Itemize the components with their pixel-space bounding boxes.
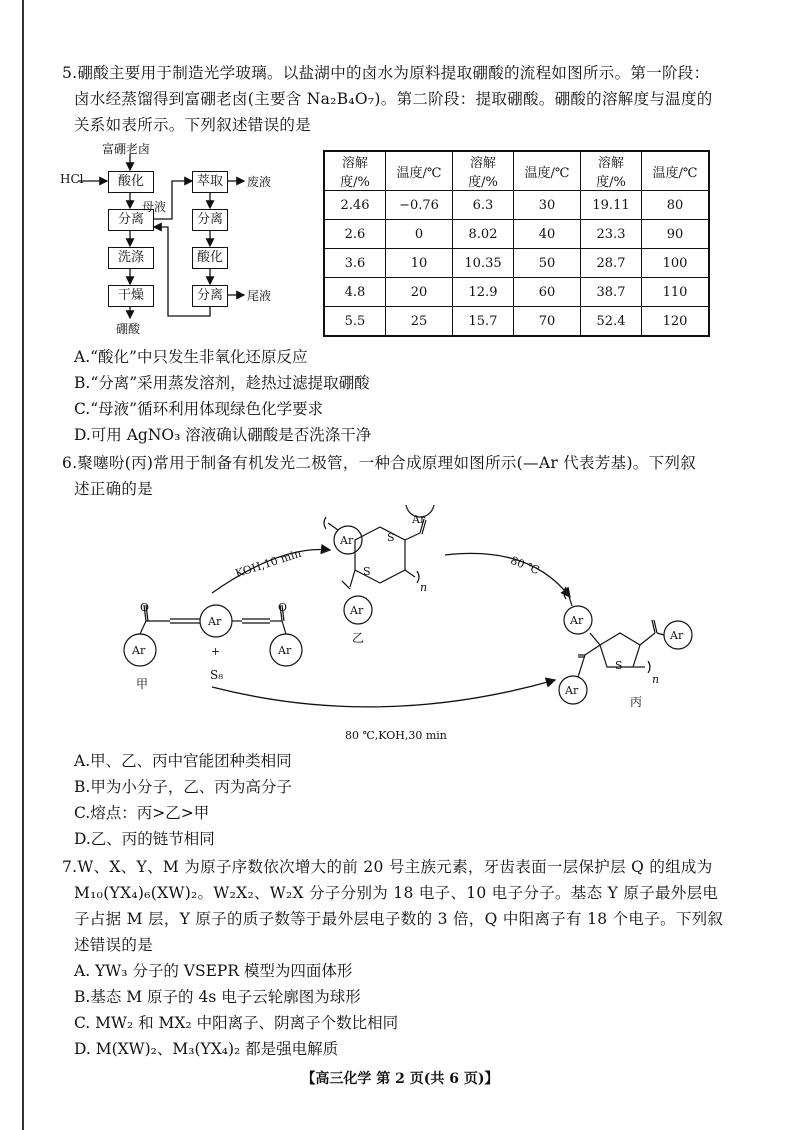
flow-box-acidify-2: 酸化: [192, 247, 228, 269]
table-header: 温度/℃: [386, 151, 453, 191]
flow-box-separate-3: 分离: [192, 285, 228, 307]
table-cell: 0: [386, 220, 453, 249]
ar-label: Ar: [350, 604, 364, 617]
table-row: [324, 307, 709, 337]
table-cell: 70: [514, 307, 581, 337]
q5-option-b: B.“分离”采用蒸发溶剂，趁热过滤提取硼酸: [74, 374, 370, 392]
flow-arrows: [60, 140, 310, 340]
ar-label: Ar: [565, 684, 579, 697]
reaction-structures: [100, 505, 720, 740]
q7-option-c: C. MW₂ 和 MX₂ 中阳离子、阴离子个数比相同: [74, 1014, 399, 1032]
table-cell: 15.7: [453, 307, 514, 337]
table-cell: 90: [642, 220, 710, 249]
table-row: [324, 249, 709, 278]
ar-label: Ar: [208, 615, 222, 628]
table-row: [324, 191, 709, 220]
flow-tail-label: 尾液: [247, 289, 272, 303]
flow-box-wash: 洗涤: [108, 247, 154, 269]
table-cell: −0.76: [386, 191, 453, 220]
table-cell: 4.8: [324, 278, 386, 307]
sulfur-label: S: [387, 531, 395, 544]
table-cell: 30: [514, 191, 581, 220]
table-cell: 3.6: [324, 249, 386, 278]
ar-label: Ar: [340, 534, 354, 547]
ar-label: Ar: [670, 629, 684, 642]
table-cell: 38.7: [581, 278, 642, 307]
table-header-row: [324, 151, 709, 191]
q5-option-d: D.可用 AgNO₃ 溶液确认硼酸是否洗涤干净: [74, 426, 372, 444]
table-row: [324, 220, 709, 249]
table-cell: 23.3: [581, 220, 642, 249]
q7-stem-line: M₁₀(YX₄)₆(XW)₂。W₂X₂、W₂X 分子分别为 18 电子、10 电子分子。基态 Y 原子最外层电: [74, 884, 719, 902]
condition-bottom: 80 ℃,KOH,30 min: [345, 729, 447, 742]
q6-stem-line: 述正确的是: [74, 480, 154, 498]
flow-mother-liquor-label: 母液: [142, 200, 167, 214]
oxygen-label: O: [278, 601, 288, 614]
q5-option-c: C.“母液”循环利用体现绿色化学要求: [74, 400, 324, 418]
compound-yi-label: 乙: [352, 631, 365, 645]
flow-box-acidify: 酸化: [108, 171, 154, 193]
table-header: 溶解度/%: [453, 151, 514, 191]
table-header: 温度/℃: [642, 151, 710, 191]
q7-stem-line: 述错误的是: [74, 936, 154, 954]
flow-hcl-label: HCl: [60, 172, 84, 186]
q7-option-a: A. YW₃ 分子的 VSEPR 模型为四面体形: [74, 962, 353, 980]
table-cell: 2.6: [324, 220, 386, 249]
q7-stem-line: 子占据 M 层，Y 原子的质子数等于最外层电子数的 3 倍，Q 中阳离子有 18 个电子。下列叙: [74, 910, 724, 928]
ar-label: Ar: [278, 644, 292, 657]
oxygen-label: O: [140, 601, 150, 614]
q6-reaction-scheme: [100, 505, 720, 740]
ar-label: Ar: [412, 513, 426, 526]
q6-stem-line: 6.聚噻吩(丙)常用于制备有机发光二极管，一种合成原理如图所示(—Ar 代表芳基)。下列叙: [62, 454, 697, 472]
table-cell: 10: [386, 249, 453, 278]
q7-option-b: B.基态 M 原子的 4s 电子云轮廓图为球形: [74, 988, 361, 1006]
q7-option-d: D. M(XW)₂、M₃(YX₄)₂ 都是强电解质: [74, 1040, 339, 1058]
flow-box-dry: 干燥: [108, 285, 154, 307]
table-cell: 6.3: [453, 191, 514, 220]
table-header: 溶解度/%: [581, 151, 642, 191]
q5-stem-line: 5.硼酸主要用于制造光学玻璃。以盐湖中的卤水为原料提取硼酸的流程如图所示。第一阶段：: [62, 64, 710, 82]
sulfur-label: S: [615, 659, 623, 672]
q6-option-d: D.乙、丙的链节相同: [74, 830, 215, 848]
table-cell: 60: [514, 278, 581, 307]
q6-option-c: C.熔点：丙>乙>甲: [74, 804, 210, 822]
q6-option-a: A.甲、乙、丙中官能团种类相同: [74, 752, 292, 770]
q6-option-b: B.甲为小分子，乙、丙为高分子: [74, 778, 292, 796]
compound-bing-label: 丙: [630, 695, 643, 709]
flow-product-label: 硼酸: [116, 322, 141, 336]
page-footer: 【高三化学 第 2 页(共 6 页)】: [301, 1071, 499, 1087]
s8-label: S₈: [210, 668, 224, 682]
scan-edge: [22, 0, 24, 1130]
table-cell: 110: [642, 278, 710, 307]
flow-box-separate-2: 分离: [192, 209, 228, 231]
table-cell: 25: [386, 307, 453, 337]
condition-right: 80 ℃: [508, 553, 542, 578]
flow-box-extract: 萃取: [192, 171, 228, 193]
ar-label: Ar: [570, 614, 584, 627]
table-row: [324, 278, 709, 307]
table-cell: 40: [514, 220, 581, 249]
repeat-n-label: n: [652, 673, 660, 686]
repeat-n-label: n: [420, 581, 428, 594]
flow-waste-label: 废液: [247, 175, 272, 189]
table-header: 溶解度/%: [324, 151, 386, 191]
table-cell: 20: [386, 278, 453, 307]
q5-stem-line: 卤水经蒸馏得到富硼老卤(主要含 Na₂B₄O₇)。第二阶段：提取硼酸。硼酸的溶解度与温度的: [74, 90, 713, 108]
table-cell: 80: [642, 191, 710, 220]
table-cell: 5.5: [324, 307, 386, 337]
table-cell: 28.7: [581, 249, 642, 278]
table-cell: 100: [642, 249, 710, 278]
q5-option-a: A.“酸化”中只发生非氧化还原反应: [74, 348, 308, 366]
table-cell: 19.11: [581, 191, 642, 220]
condition-top: KOH,10 min: [233, 546, 303, 581]
flow-box-separate: 分离: [108, 209, 154, 231]
q7-stem-line: 7.W、X、Y、M 为原子序数依次增大的前 20 号主族元素，牙齿表面一层保护层 Q 的组成为: [62, 858, 713, 876]
table-cell: 120: [642, 307, 710, 337]
table-cell: 8.02: [453, 220, 514, 249]
q5-flow-diagram: [60, 140, 310, 340]
table-cell: 2.46: [324, 191, 386, 220]
plus-sign: +: [211, 645, 221, 658]
table-cell: 12.9: [453, 278, 514, 307]
flow-top-label: 富硼老卤: [102, 142, 151, 156]
q5-solubility-table: [323, 150, 710, 337]
table-cell: 10.35: [453, 249, 514, 278]
table-header: 温度/℃: [514, 151, 581, 191]
table-cell: 50: [514, 249, 581, 278]
table-cell: 52.4: [581, 307, 642, 337]
ar-label: Ar: [132, 644, 146, 657]
q5-stem-line: 关系如表所示。下列叙述错误的是: [74, 116, 312, 134]
sulfur-label: S: [363, 565, 371, 578]
compound-jia-label: 甲: [136, 677, 149, 691]
